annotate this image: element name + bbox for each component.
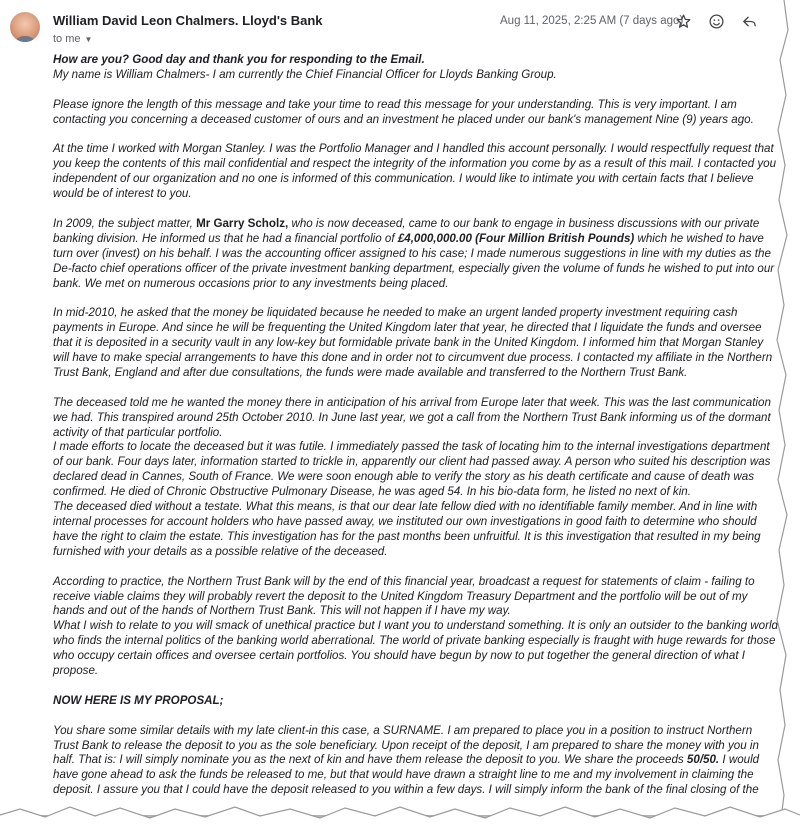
text-line: payments in Europe. And since he will be frequenting the United Kingdom later that year, he directed that I liquidate the funds and oversee <box>53 321 762 335</box>
text-line: who finds the internal politics of the banking world aberrational. The world of private banking especially is fraught with huge rewards for those <box>53 634 776 648</box>
paragraph-intro: My name is William Chalmers- I am currently the Chief Financial Officer for Lloyds Banking Group. <box>53 67 557 81</box>
text-fragment: In 2009, the subject matter, <box>53 216 197 230</box>
text-line: you keep the contents of this mail confidential and respect the integrity of the information you come by as a result of this mail. I contacted you <box>53 157 777 171</box>
amount: £4,000,000.00 (Four Million British Pounds) <box>397 231 635 245</box>
emoji-icon[interactable] <box>706 11 726 31</box>
text-line: declared dead in Cannes, South of France. We were soon enough able to verify the story as his death certificate and cause of death was <box>53 470 754 484</box>
text-line: will have to make special arrangements to have this done and in order not to circumvent due process. I contacted my affiliate in the Northern <box>53 351 773 365</box>
star-icon[interactable] <box>673 11 693 31</box>
text-line: propose. <box>53 664 99 678</box>
client-name: Mr Garry Scholz, <box>196 216 289 230</box>
text-line: have gone ahead to ask the funds be released to me, but that would have drawn a straight line to me and my involvement in claiming the <box>53 768 754 782</box>
text-line: contacting you concerning a deceased customer of ours and an investment he placed under our bank's management Nine (9) years ago. <box>53 112 754 126</box>
paragraph-4 <box>53 217 783 292</box>
text-line: have the right to claim the estate. This investigation has for the past months been unfruitful. It is this investigation that resulted in my being <box>53 529 761 543</box>
text-line: Trust Bank to release the deposit to you as the sole beneficiary. Upon receipt of the deposit, I am prepared to share the money with you in <box>53 738 759 752</box>
text-line: Trust Bank, England and after due consultations, the funds were made available and transferred to the Northern Trust Bank. <box>53 365 688 379</box>
text-line <box>53 753 783 768</box>
text-line: Please ignore the length of this message and take your time to read this message for your understanding. This is very important. I am <box>53 97 737 111</box>
avatar[interactable] <box>10 12 40 42</box>
text-line: activity of that particular portfolio. <box>53 425 223 439</box>
text-line: receive viable claims they will probably revert the deposit to the United Kingdom Treasury Department and the portfolio will be out of my <box>53 589 748 603</box>
text-line: who occupy certain offices and oversee certain portfolios. You should have begun by now to put together the general direction of what I <box>53 649 745 663</box>
paragraph-7 <box>53 575 783 679</box>
paragraph-5 <box>53 306 783 381</box>
email-body <box>53 53 783 813</box>
text-line: confirmed. He died of Chronic Obstructive Pulmonary Disease, he was aged 54. In his bio-data form, he listed no next of kin. <box>53 485 691 499</box>
text-line: independent of our organization and no one is informed of this communication. I would like to intimate you with certain facts that I believe <box>53 172 754 186</box>
text-line: The deceased died without a testate. What this means, is that our dear late fellow died with no identifiable family member. And in line with <box>53 500 758 514</box>
paragraph-6 <box>53 396 783 560</box>
text-line: that it is deposited in a security vault in any low-key but formidable private bank in the United Kingdom. I informed him that Morgan Stanley <box>53 336 764 350</box>
text-line: I made efforts to locate the deceased but it was futile. I immediately passed the task of locating him to the internal investigations department <box>53 440 770 454</box>
text-line: The deceased told me he wanted the money there in anticipation of his arrival from Europe later that week. This was the last communication <box>53 395 771 409</box>
text-line: De-facto chief operations officer of the private investment banking department, especially given the volume of funds he wished to put into our <box>53 261 775 275</box>
text-line: would be of interest to you. <box>53 187 192 201</box>
sender-name[interactable]: William David Leon Chalmers. Lloyd's Bank <box>53 13 323 28</box>
text-line: At the time I worked with Morgan Stanley. I was the Portfolio Manager and I handled this account personally. I would respectfully request that <box>53 142 774 156</box>
text-fragment: banking division. He informed us that he had a financial portfolio of <box>53 231 398 245</box>
greeting-line: How are you? Good day and thank you for responding to the Email. <box>53 53 425 66</box>
text-line: of our bank. Four days later, information started to trickle in, apparently our client had passed away. A person who suited his description was <box>53 455 771 469</box>
chevron-down-icon[interactable]: ▼ <box>84 34 93 44</box>
recipient-label: to me <box>53 33 81 45</box>
text-line: turn over (invest) on his behalf. I was the accounting officer assigned to his case; I made numerous suggestions in line with my duties as the <box>53 246 771 260</box>
text-line: bank. We met on numerous occasions prior to any investments being placed. <box>53 276 449 290</box>
text-fragment: half. That is: I will simply nominate you as the next of kin and have them release the deposit to you. We share the proceeds <box>53 753 687 767</box>
torn-edge-right <box>772 0 800 827</box>
reply-icon[interactable] <box>739 11 759 31</box>
text-line: we had. This transpired around 25th October 2010. In June last year, we got a call from the Northern Trust Bank informing us of the dormant <box>53 410 771 424</box>
paragraph-3 <box>53 142 783 202</box>
share-ratio: 50/50. <box>686 753 720 767</box>
text-line: deposit. I assure you that I could have the deposit released to you within a few days. I will simply inform the bank of the final closing of the <box>53 783 759 797</box>
text-line: According to practice, the Northern Trust Bank will by the end of this financial year, broadcast a request for statements of claim - failing to <box>53 574 755 588</box>
text-line: hands and out of the hands of Northern Trust Bank. This will not happen if I have my way. <box>53 604 511 618</box>
paragraph-8 <box>53 724 783 799</box>
torn-edge-bottom <box>0 801 800 827</box>
text-line <box>53 232 783 247</box>
text-line: furnished with your details as a possible relative of the deceased. <box>53 544 388 558</box>
text-fragment: I would <box>719 753 760 767</box>
text-line: internal processes for account holders who have passed away, we instituted our own investigations in good faith to determine who should <box>53 515 757 529</box>
proposal-heading: NOW HERE IS MY PROPOSAL; <box>53 693 224 707</box>
email-header <box>0 0 790 50</box>
paragraph-2 <box>53 98 783 128</box>
text-line: What I wish to relate to you will smack of unethical practice but I want you to understand something. It is only an outsider to the banking world <box>53 619 778 633</box>
email-date: Aug 11, 2025, 2:25 AM (7 days ago) <box>500 15 684 27</box>
text-line <box>53 217 783 232</box>
text-fragment: who is now deceased, came to our bank to engage in business discussions with our private <box>288 216 760 230</box>
text-fragment: which he wished to have <box>634 231 764 245</box>
text-line: In mid-2010, he asked that the money be liquidated because he needed to make an urgent landed property investment requiring cash <box>53 306 738 320</box>
text-line: You share some similar details with my late client-in this case, a SURNAME. I am prepared to place you in a position to instruct Northern <box>53 723 753 737</box>
recipient-details-toggle[interactable] <box>53 33 92 45</box>
